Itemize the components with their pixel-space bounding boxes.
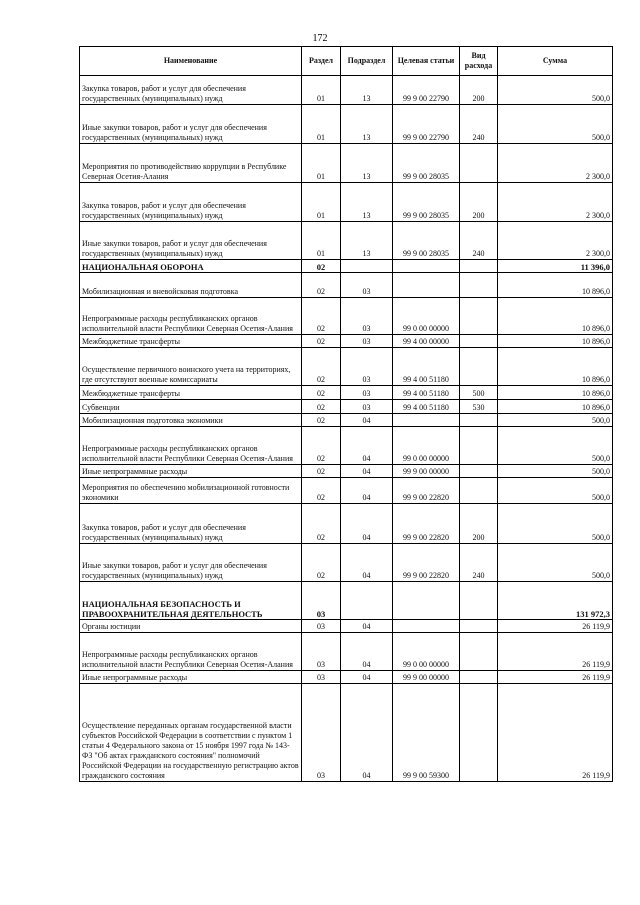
cell-section: 02 <box>302 465 341 478</box>
cell-section: 03 <box>302 684 341 782</box>
cell-name: Осуществление первичного воинского учета на территориях, где отсутствуют военные комиссариаты <box>80 348 302 386</box>
cell-name: Субвенции <box>80 400 302 414</box>
cell-name: Межбюджетные трансферты <box>80 386 302 400</box>
table-row <box>80 504 613 544</box>
cell-target: 99 9 00 00000 <box>393 671 460 684</box>
cell-subsection: 03 <box>341 400 393 414</box>
cell-target: 99 0 00 00000 <box>393 427 460 465</box>
cell-name: Иные закупки товаров, работ и услуг для обеспечения государственных (муниципальных) нужд <box>80 222 302 260</box>
cell-expense-type <box>460 260 498 273</box>
table-row <box>80 633 613 671</box>
cell-expense-type <box>460 582 498 620</box>
budget-table <box>79 46 613 782</box>
cell-name: Непрограммные расходы республиканских органов исполнительной власти Республики Северная Осетия-Алания <box>80 633 302 671</box>
cell-target: 99 4 00 51180 <box>393 400 460 414</box>
cell-section: 01 <box>302 183 341 222</box>
cell-expense-type: 200 <box>460 76 498 105</box>
table-row <box>80 465 613 478</box>
cell-expense-type <box>460 633 498 671</box>
cell-expense-type <box>460 478 498 504</box>
cell-section: 02 <box>302 260 341 273</box>
cell-subsection <box>341 260 393 273</box>
cell-expense-type: 530 <box>460 400 498 414</box>
cell-expense-type <box>460 465 498 478</box>
cell-target: 99 4 00 51180 <box>393 348 460 386</box>
cell-expense-type: 240 <box>460 222 498 260</box>
cell-amount: 500,0 <box>498 544 613 582</box>
table-row <box>80 348 613 386</box>
cell-expense-type <box>460 298 498 335</box>
cell-target <box>393 582 460 620</box>
cell-amount: 500,0 <box>498 414 613 427</box>
cell-amount: 26 119,9 <box>498 684 613 782</box>
cell-target: 99 4 00 00000 <box>393 335 460 348</box>
cell-name: Закупка товаров, работ и услуг для обеспечения государственных (муниципальных) нужд <box>80 76 302 105</box>
cell-name: Иные закупки товаров, работ и услуг для обеспечения государственных (муниципальных) нужд <box>80 544 302 582</box>
table-row <box>80 414 613 427</box>
cell-section: 02 <box>302 298 341 335</box>
cell-amount: 500,0 <box>498 76 613 105</box>
header-name: Наименование <box>80 47 302 76</box>
cell-expense-type <box>460 335 498 348</box>
cell-subsection: 04 <box>341 427 393 465</box>
cell-subsection: 04 <box>341 633 393 671</box>
cell-expense-type <box>460 273 498 298</box>
cell-section: 02 <box>302 414 341 427</box>
table-row <box>80 260 613 273</box>
cell-name: Осуществление переданных органам государственной власти субъектов Российской Федерации в соответствии с пунктом 1 статьи 4 Федерального закона от 15 ноября 1997 года № 143-ФЗ "Об актах гражданского состояния" полномочий Российской Федерации на государственную регистрацию актов гражданского состояния <box>80 684 302 782</box>
cell-section: 02 <box>302 273 341 298</box>
cell-subsection: 03 <box>341 335 393 348</box>
cell-name: Непрограммные расходы республиканских органов исполнительной власти Республики Северная Осетия-Алания <box>80 298 302 335</box>
cell-target: 99 9 00 22790 <box>393 105 460 144</box>
cell-target: 99 9 00 22820 <box>393 478 460 504</box>
table-row <box>80 544 613 582</box>
cell-target <box>393 273 460 298</box>
cell-expense-type: 500 <box>460 386 498 400</box>
cell-subsection: 03 <box>341 348 393 386</box>
cell-name: Мобилизационная и вневойсковая подготовка <box>80 273 302 298</box>
cell-target: 99 9 00 28035 <box>393 144 460 183</box>
cell-amount: 10 896,0 <box>498 335 613 348</box>
cell-subsection <box>341 582 393 620</box>
table-row <box>80 222 613 260</box>
cell-section: 02 <box>302 544 341 582</box>
cell-name: Иные непрограммные расходы <box>80 465 302 478</box>
cell-section: 02 <box>302 504 341 544</box>
header-subsection: Подраздел <box>341 47 393 76</box>
table-row <box>80 582 613 620</box>
cell-name: НАЦИОНАЛЬНАЯ БЕЗОПАСНОСТЬ И ПРАВООХРАНИТЕЛЬНАЯ ДЕЯТЕЛЬНОСТЬ <box>80 582 302 620</box>
cell-name: Межбюджетные трансферты <box>80 335 302 348</box>
cell-subsection: 04 <box>341 684 393 782</box>
cell-target: 99 9 00 00000 <box>393 465 460 478</box>
cell-amount: 2 300,0 <box>498 144 613 183</box>
table-row <box>80 105 613 144</box>
page-number: 172 <box>312 33 328 44</box>
cell-subsection: 04 <box>341 671 393 684</box>
cell-amount: 26 119,9 <box>498 620 613 633</box>
cell-section: 03 <box>302 620 341 633</box>
cell-name: Непрограммные расходы республиканских органов исполнительной власти Республики Северная Осетия-Алания <box>80 427 302 465</box>
cell-section: 02 <box>302 335 341 348</box>
cell-section: 03 <box>302 582 341 620</box>
cell-amount: 10 896,0 <box>498 298 613 335</box>
cell-target: 99 9 00 22820 <box>393 504 460 544</box>
cell-expense-type: 240 <box>460 105 498 144</box>
cell-subsection: 04 <box>341 544 393 582</box>
cell-expense-type <box>460 684 498 782</box>
cell-name: Иные закупки товаров, работ и услуг для обеспечения государственных (муниципальных) нужд <box>80 105 302 144</box>
cell-subsection: 04 <box>341 465 393 478</box>
cell-amount: 10 896,0 <box>498 273 613 298</box>
cell-expense-type: 200 <box>460 183 498 222</box>
cell-expense-type <box>460 620 498 633</box>
cell-section: 03 <box>302 633 341 671</box>
cell-amount: 500,0 <box>498 504 613 544</box>
cell-section: 01 <box>302 76 341 105</box>
cell-subsection: 04 <box>341 414 393 427</box>
cell-amount: 2 300,0 <box>498 222 613 260</box>
cell-subsection: 13 <box>341 105 393 144</box>
cell-name: Иные непрограммные расходы <box>80 671 302 684</box>
cell-section: 01 <box>302 222 341 260</box>
cell-target: 99 9 00 22790 <box>393 76 460 105</box>
table-row <box>80 273 613 298</box>
cell-section: 03 <box>302 671 341 684</box>
cell-target: 99 4 00 51180 <box>393 386 460 400</box>
header-expense-type: Вид расхода <box>460 47 498 76</box>
cell-subsection: 13 <box>341 76 393 105</box>
cell-expense-type <box>460 427 498 465</box>
cell-amount: 131 972,3 <box>498 582 613 620</box>
cell-amount: 500,0 <box>498 478 613 504</box>
cell-name: Органы юстиции <box>80 620 302 633</box>
cell-amount: 26 119,9 <box>498 671 613 684</box>
cell-amount: 500,0 <box>498 465 613 478</box>
header-target: Целевая статьи <box>393 47 460 76</box>
cell-target: 99 0 00 00000 <box>393 298 460 335</box>
table-body <box>80 76 613 782</box>
cell-amount: 10 896,0 <box>498 348 613 386</box>
cell-amount: 10 896,0 <box>498 400 613 414</box>
cell-subsection: 03 <box>341 386 393 400</box>
cell-section: 02 <box>302 478 341 504</box>
cell-section: 02 <box>302 400 341 414</box>
cell-amount: 500,0 <box>498 427 613 465</box>
cell-name: Закупка товаров, работ и услуг для обеспечения государственных (муниципальных) нужд <box>80 504 302 544</box>
cell-subsection: 13 <box>341 222 393 260</box>
cell-amount: 11 396,0 <box>498 260 613 273</box>
cell-name: Мобилизационная подготовка экономики <box>80 414 302 427</box>
table-row <box>80 400 613 414</box>
cell-name: Мероприятия по обеспечению мобилизационной готовности экономики <box>80 478 302 504</box>
cell-section: 01 <box>302 105 341 144</box>
cell-target: 99 9 00 22820 <box>393 544 460 582</box>
table-row <box>80 620 613 633</box>
cell-amount: 10 896,0 <box>498 386 613 400</box>
table-row <box>80 144 613 183</box>
cell-target <box>393 260 460 273</box>
cell-amount: 500,0 <box>498 105 613 144</box>
cell-expense-type <box>460 348 498 386</box>
cell-expense-type <box>460 414 498 427</box>
table-row <box>80 671 613 684</box>
cell-expense-type <box>460 144 498 183</box>
cell-subsection: 04 <box>341 620 393 633</box>
cell-section: 02 <box>302 386 341 400</box>
cell-subsection: 04 <box>341 478 393 504</box>
cell-subsection: 04 <box>341 504 393 544</box>
table-row <box>80 386 613 400</box>
cell-name: НАЦИОНАЛЬНАЯ ОБОРОНА <box>80 260 302 273</box>
cell-section: 01 <box>302 144 341 183</box>
cell-subsection: 13 <box>341 144 393 183</box>
header-section: Раздел <box>302 47 341 76</box>
cell-subsection: 03 <box>341 273 393 298</box>
cell-name: Мероприятия по противодействию коррупции в Республике Северная Осетия-Алания <box>80 144 302 183</box>
cell-name: Закупка товаров, работ и услуг для обеспечения государственных (муниципальных) нужд <box>80 183 302 222</box>
table-row <box>80 183 613 222</box>
cell-amount: 2 300,0 <box>498 183 613 222</box>
table-row <box>80 335 613 348</box>
cell-target: 99 9 00 59300 <box>393 684 460 782</box>
cell-target: 99 9 00 28035 <box>393 222 460 260</box>
cell-expense-type <box>460 671 498 684</box>
cell-expense-type: 200 <box>460 504 498 544</box>
table-row <box>80 427 613 465</box>
cell-target: 99 0 00 00000 <box>393 633 460 671</box>
cell-subsection: 13 <box>341 183 393 222</box>
cell-expense-type: 240 <box>460 544 498 582</box>
cell-amount: 26 119,9 <box>498 633 613 671</box>
table-row <box>80 76 613 105</box>
cell-target <box>393 620 460 633</box>
header-amount: Сумма <box>498 47 613 76</box>
table-row <box>80 684 613 782</box>
cell-section: 02 <box>302 427 341 465</box>
table-row <box>80 298 613 335</box>
cell-section: 02 <box>302 348 341 386</box>
table-row <box>80 478 613 504</box>
table-header-row <box>80 47 613 76</box>
cell-subsection: 03 <box>341 298 393 335</box>
cell-target: 99 9 00 28035 <box>393 183 460 222</box>
cell-target <box>393 414 460 427</box>
